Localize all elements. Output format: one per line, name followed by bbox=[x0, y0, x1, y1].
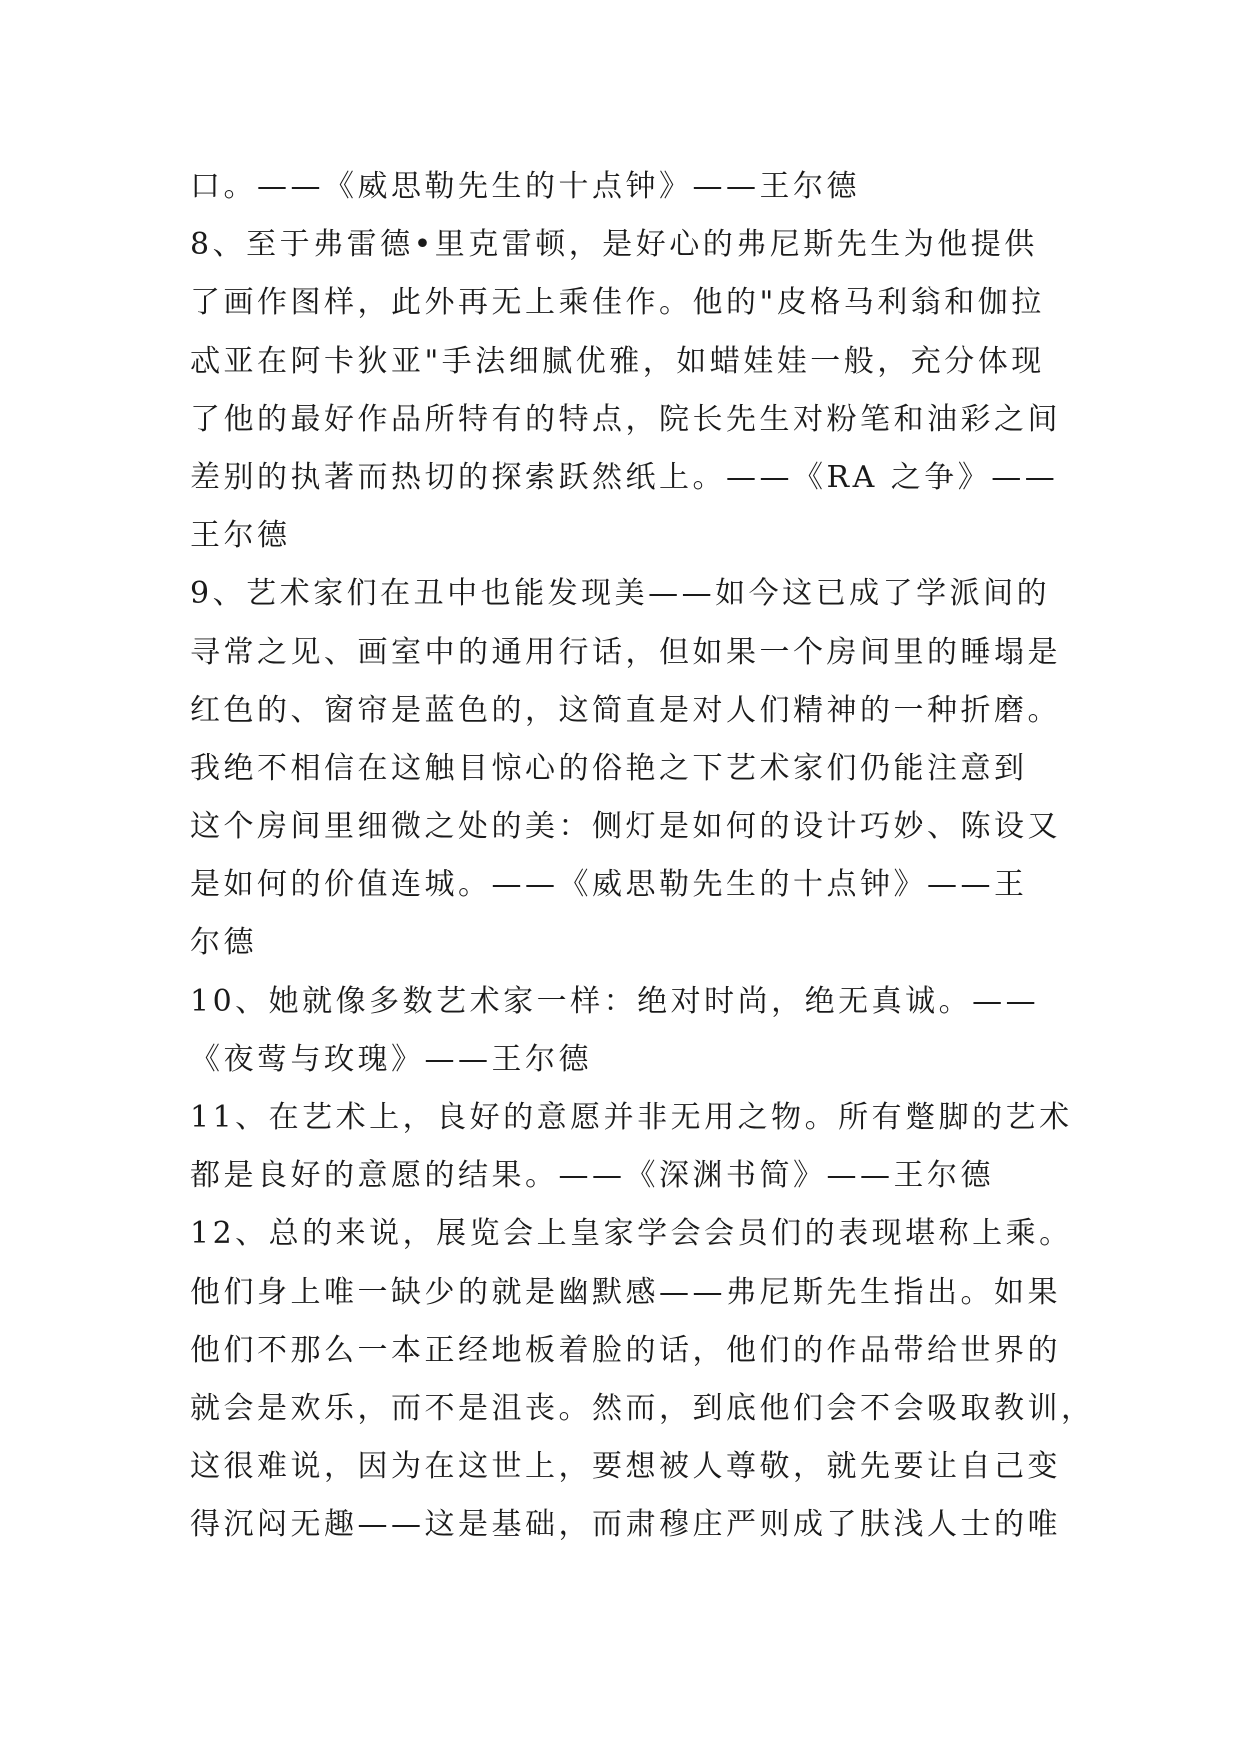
text-line: 他们不那么一本正经地板着脸的话，他们的作品带给世界的 bbox=[190, 1332, 1061, 1368]
text-line: 我绝不相信在这触目惊心的俗艳之下艺术家们仍能注意到 bbox=[190, 750, 1028, 786]
text-line: 了他的最好作品所特有的特点，院长先生对粉笔和油彩之间 bbox=[190, 401, 1061, 437]
text-line: 口。——《威思勒先生的十点钟》——王尔德 bbox=[190, 169, 860, 204]
body-text bbox=[190, 158, 1095, 1555]
text-line: 了画作图样，此外再无上乘佳作。他的"皮格马利翁和伽拉 bbox=[190, 285, 1045, 321]
text-line: 9、艺术家们在丑中也能发现美——如今这已成了学派间的 bbox=[190, 576, 1051, 612]
text-line: 王尔德 bbox=[190, 518, 291, 554]
text-line: 10、她就像多数艺术家一样：绝对时尚，绝无真诚。—— bbox=[190, 983, 1040, 1019]
text-line: 这很难说，因为在这世上，要想被人尊敬，就先要让自己变 bbox=[190, 1449, 1061, 1485]
text-line: 都是良好的意愿的结果。——《深渊书简》——王尔德 bbox=[190, 1158, 994, 1194]
text-line: 尔德 bbox=[190, 925, 257, 961]
text-line: 得沉闷无趣——这是基础，而肃穆庄严则成了肤浅人士的唯 bbox=[190, 1507, 1061, 1543]
text-line: 他们身上唯一缺少的就是幽默感——弗尼斯先生指出。如果 bbox=[190, 1274, 1061, 1310]
text-line: 8、至于弗雷德•里克雷顿，是好心的弗尼斯先生为他提供 bbox=[190, 227, 1038, 263]
text-line: 11、在艺术上，良好的意愿并非无用之物。所有蹩脚的艺术 bbox=[190, 1100, 1073, 1135]
text-line: 差别的执著而热切的探索跃然纸上。——《RA 之争》—— bbox=[190, 459, 1059, 495]
text-line: 是如何的价值连城。——《威思勒先生的十点钟》——王 bbox=[190, 867, 1028, 903]
text-line: 就会是欢乐，而不是沮丧。然而，到底他们会不会吸取教训， bbox=[190, 1390, 1095, 1426]
text-line: 12、总的来说，展览会上皇家学会会员们的表现堪称上乘。 bbox=[190, 1216, 1073, 1252]
text-line: 红色的、窗帘是蓝色的，这简直是对人们精神的一种折磨。 bbox=[190, 692, 1061, 728]
text-line: 忒亚在阿卡狄亚"手法细腻优雅，如蜡娃娃一般，充分体现 bbox=[190, 343, 1045, 379]
text-line: 寻常之见、画室中的通用行话，但如果一个房间里的睡塌是 bbox=[190, 634, 1061, 670]
text-line: 《夜莺与玫瑰》——王尔德 bbox=[190, 1041, 592, 1077]
text-line: 这个房间里细微之处的美：侧灯是如何的设计巧妙、陈设又 bbox=[190, 809, 1061, 845]
